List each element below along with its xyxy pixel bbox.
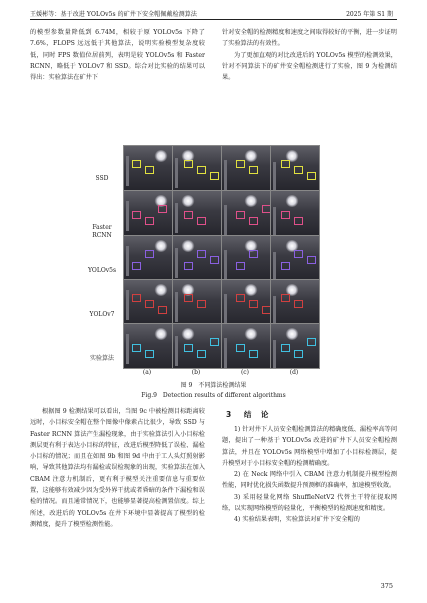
header-issue: 2025 年第 S1 期	[346, 11, 393, 18]
detection-box	[132, 160, 141, 168]
detection-box	[281, 294, 290, 302]
page-number: 375	[380, 582, 393, 590]
detection-box	[210, 172, 219, 180]
detection-box	[145, 250, 154, 258]
detection-box	[197, 166, 206, 174]
detection-box	[281, 160, 290, 168]
row-label-proposed: 实验算法	[89, 355, 114, 362]
conclusion-item: 4) 实验结果表明，实验算法对矿井下安全帽的	[234, 516, 360, 524]
conclusion-text: 针对井下人员安全帽检测算法的精确度低、漏检率高等问题，提出了一种基于 YOLOv5s 改进的矿井下人员安全帽检测算法，并且在 YOLOv5s 网络模型中增加了小目标检测层，提升模型对于小目标安全帽的检测精确度。	[222, 426, 398, 467]
detection-box	[145, 217, 154, 225]
tunnel-beam	[273, 162, 276, 191]
figure-caption-en: Fig.9 Detection results of different algorithms	[141, 392, 286, 399]
detection-box	[281, 262, 290, 270]
detection-box	[145, 350, 154, 358]
detection-box	[132, 262, 141, 270]
col-label-d: (d)	[289, 369, 299, 376]
conclusions-list	[222, 424, 397, 526]
tunnel-beam	[175, 158, 178, 188]
tunnel-beam	[273, 252, 276, 281]
header-article-title: 王媛彬等：基于改进 YOLOv5s 的矿井下安全帽佩戴检测算法	[30, 11, 197, 18]
tunnel-beam	[175, 203, 178, 233]
mine-light	[181, 195, 195, 207]
section-number: 3	[226, 410, 233, 419]
conclusion-item: 3) 采用轻量化网络 ShuffleNetV2 代替主干特征提取网络，以实现网络模型的轻量化，平衡模型的检测速度和精度。	[222, 493, 397, 513]
detection-box	[197, 250, 206, 258]
detection-box	[132, 344, 141, 352]
mine-light	[285, 195, 299, 207]
section-heading	[226, 409, 269, 420]
detection-box	[210, 256, 219, 264]
detection-box	[281, 344, 290, 352]
detection-box	[210, 338, 219, 346]
mine-light	[154, 328, 168, 340]
section-title: 结 论	[243, 410, 270, 419]
detection-box	[132, 211, 141, 219]
detection-box	[197, 217, 206, 225]
detection-box	[132, 294, 141, 302]
tunnel-beam	[273, 296, 276, 325]
figure-caption-cn: 图 9 不同算法检测结果	[180, 382, 247, 389]
detection-box	[184, 294, 193, 302]
col-label-c: (c)	[240, 369, 250, 376]
col-label-b: (b)	[191, 369, 201, 376]
running-header	[0, 0, 427, 22]
tunnel-beam	[224, 250, 227, 280]
detection-image	[221, 190, 271, 236]
detection-box	[249, 300, 258, 308]
header-rule	[30, 19, 397, 20]
detection-box	[145, 300, 154, 308]
detection-box	[249, 166, 258, 174]
detection-box	[307, 256, 316, 264]
tunnel-beam	[126, 290, 129, 320]
detection-box	[236, 211, 245, 219]
detection-box	[184, 211, 193, 219]
detection-box	[294, 250, 303, 258]
detection-box	[307, 172, 316, 180]
tunnel-beam	[224, 160, 227, 190]
detection-box	[281, 211, 290, 219]
detection-box	[184, 160, 193, 168]
tunnel-beam	[273, 207, 276, 236]
detection-box	[294, 166, 303, 174]
detection-image	[270, 145, 320, 191]
tunnel-beam	[175, 292, 178, 322]
mine-light	[244, 328, 258, 340]
mine-light	[154, 240, 168, 252]
detection-box	[184, 262, 193, 270]
detection-image	[172, 323, 222, 369]
detection-image	[123, 323, 173, 369]
detection-box	[158, 306, 167, 314]
top-right-paragraphs	[222, 27, 397, 83]
detection-box	[249, 350, 258, 358]
detection-image	[270, 279, 320, 325]
detection-box	[294, 217, 303, 225]
mine-light	[244, 284, 258, 296]
detection-box	[294, 300, 303, 308]
mine-light	[154, 150, 168, 162]
tunnel-beam	[126, 246, 129, 276]
detection-image	[123, 235, 173, 281]
tunnel-beam	[273, 340, 276, 369]
tunnel-beam	[224, 205, 227, 235]
paragraph-text: 为了更加直观的对比改进后的 YOLOv5s 模型的检测效果，针对不同算法下的矿井安全帽检测进行了实验，图 9 为检测结果。	[222, 51, 397, 82]
detection-image	[123, 279, 173, 325]
detection-image	[270, 190, 320, 236]
detection-box	[158, 205, 167, 213]
paragraph-text: 的模型参数量降低到 6.74M，相较于原 YOLOv5s 下降了 7.6%，FLOPS 远远低于其他算法，说明实验模型复杂度较低，同时 FPS 数值位居前列，表明是较 YOLOv5s 和 Faster RCNN，略低于 YOLOv7 和 SSD。综合对比实验的结果可以得出：实验算法在矿井下	[30, 29, 205, 82]
tunnel-beam	[224, 338, 227, 368]
detection-box	[236, 262, 245, 270]
detection-image	[270, 235, 320, 281]
tunnel-beam	[175, 336, 178, 366]
detection-image	[221, 145, 271, 191]
detection-image	[221, 323, 271, 369]
detection-box	[236, 344, 245, 352]
detection-image	[172, 190, 222, 236]
detection-image	[123, 190, 173, 236]
conclusion-item: 1) 针对井下人员安全帽检测算法的精确度低、漏检率高等问题，提出了一种基于 YOLOv5s 改进的矿井下人员安全帽检测算法，并且在 YOLOv5s 网络模型中增加了小目标检测层，提升模型对于小目标安全帽的检测精确度。	[222, 426, 398, 467]
detection-box	[249, 250, 258, 258]
paragraph-text: 根据图 9 检测结果可以看出，当图 9c 中被检测目标距离较远时，小目标安全帽在整个图像中像素占比很少，导致 SSD 与 Faster RCNN 算法产生漏检现象，由于实验算法引入小目标检测层更有利于表达小目标的特征，改进后模型降低了误检、漏检小目标的情况；而且在如图 9b 和图 9d 中由于工人头灯照射影响，导致其他算法均有漏检或误检现象的出现，实验算法在加入 CBAM 注意力机制后，更有利于模型关注重要信息与重要位置，这能够有效减少因为受外界干扰或者昏暗的条件下漏检和误检的情况。而且通常情况下，也能够显著提高检测置信度。综上所述，改进后的 YOLOv5s 在井下环境中显著提高了模型的检测精度，提升了模型检测性能。	[30, 408, 205, 528]
tunnel-beam	[224, 294, 227, 324]
detection-box	[294, 350, 303, 358]
top-left-paragraph	[30, 27, 205, 83]
tunnel-beam	[126, 201, 129, 231]
detection-box	[145, 166, 154, 174]
detection-box	[307, 338, 316, 346]
detection-image	[270, 323, 320, 369]
detection-box	[249, 217, 258, 225]
detection-image	[172, 279, 222, 325]
detection-box	[236, 160, 245, 168]
row-label-yolov5s: YOLOv5s	[87, 267, 117, 274]
detection-box	[197, 300, 206, 308]
detection-image	[221, 235, 271, 281]
paragraph-text: 针对安全帽的检测精度和速度之间取得较好的平衡，进一步证明了实验算法的有效性。	[222, 29, 397, 48]
tunnel-beam	[126, 156, 129, 186]
detection-box	[236, 294, 245, 302]
mine-light	[244, 150, 258, 162]
mine-light	[285, 328, 299, 340]
detection-image	[221, 279, 271, 325]
bottom-left-paragraph	[30, 406, 205, 530]
detection-image	[172, 145, 222, 191]
detection-image	[123, 145, 173, 191]
mine-light	[154, 284, 168, 296]
tunnel-beam	[126, 334, 129, 364]
detection-box	[184, 344, 193, 352]
col-label-a: (a)	[142, 369, 152, 376]
row-label-ssd: SSD	[95, 175, 109, 182]
row-label-faster-rcnn: Faster RCNN	[92, 224, 112, 239]
detection-image	[172, 235, 222, 281]
tunnel-beam	[175, 248, 178, 278]
row-label-yolov7: YOLOv7	[89, 311, 115, 318]
mine-light	[181, 328, 195, 340]
detection-box	[197, 350, 206, 358]
conclusion-item: 2) 在 Neck 网络中引入 CBAM 注意力机制提升模型检测性能，同时优化损失函数提升预测框的准确率，加速模型收敛。	[222, 471, 397, 490]
mine-light	[244, 195, 258, 207]
mine-light	[181, 240, 195, 252]
